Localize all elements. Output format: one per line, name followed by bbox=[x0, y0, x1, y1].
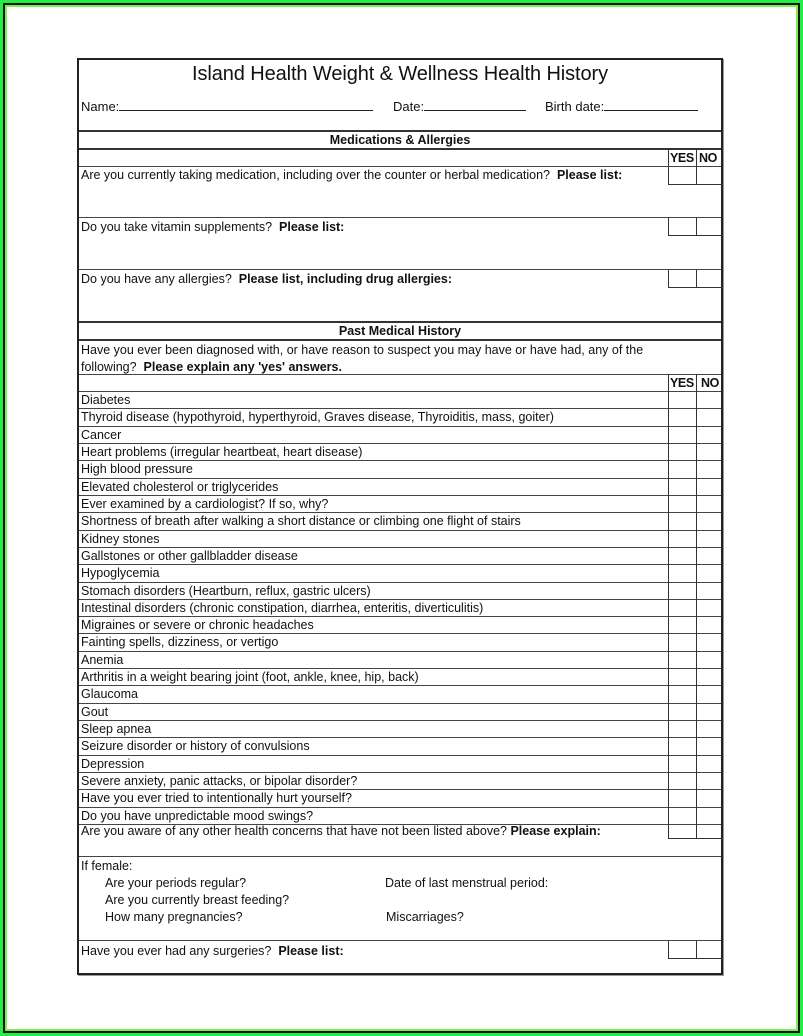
divider bbox=[79, 339, 721, 341]
surgeries-question bbox=[81, 944, 344, 958]
divider bbox=[79, 130, 721, 132]
question-instruction: Please list, including drug allergies: bbox=[238, 272, 453, 286]
condition-no-checkbox[interactable] bbox=[696, 461, 723, 477]
condition-row bbox=[79, 808, 721, 825]
condition-yes-checkbox[interactable] bbox=[668, 808, 696, 824]
allergy-yes-checkbox[interactable] bbox=[668, 270, 696, 288]
condition-yes-checkbox[interactable] bbox=[668, 704, 696, 720]
condition-yes-checkbox[interactable] bbox=[668, 617, 696, 633]
condition-yes-checkbox[interactable] bbox=[668, 686, 696, 702]
name-blank[interactable] bbox=[119, 98, 373, 111]
condition-label: Fainting spells, dizziness, or vertigo bbox=[81, 635, 279, 650]
condition-label: Sleep apnea bbox=[81, 722, 152, 737]
condition-yes-checkbox[interactable] bbox=[668, 548, 696, 564]
medications-section-title: Medications & Allergies bbox=[329, 133, 471, 147]
vitamin-yes-checkbox[interactable] bbox=[668, 218, 696, 236]
condition-row bbox=[79, 634, 721, 651]
condition-no-checkbox[interactable] bbox=[696, 808, 723, 824]
condition-no-checkbox[interactable] bbox=[696, 738, 723, 754]
condition-label: Arthritis in a weight bearing joint (foot, ankle, knee, hip, back) bbox=[81, 670, 419, 685]
medication-question bbox=[81, 168, 622, 182]
question-instruction: Please explain: bbox=[510, 824, 601, 838]
vitamin-question bbox=[81, 220, 344, 234]
vitamin-no-checkbox[interactable] bbox=[696, 218, 723, 236]
condition-yes-checkbox[interactable] bbox=[668, 738, 696, 754]
periods-regular-question: Are your periods regular? bbox=[105, 876, 247, 890]
condition-no-checkbox[interactable] bbox=[696, 548, 723, 564]
condition-no-checkbox[interactable] bbox=[696, 565, 723, 581]
condition-yes-checkbox[interactable] bbox=[668, 461, 696, 477]
condition-label: Thyroid disease (hypothyroid, hyperthyroid, Graves disease, Thyroiditis, mass, goiter) bbox=[81, 410, 554, 425]
history-intro-line1: Have you ever been diagnosed with, or have reason to suspect you may have or have had, any of the bbox=[81, 343, 644, 357]
divider bbox=[79, 374, 721, 375]
date-blank[interactable] bbox=[424, 98, 526, 111]
condition-row bbox=[79, 479, 721, 496]
condition-no-checkbox[interactable] bbox=[696, 721, 723, 737]
other-concerns-yes-checkbox[interactable] bbox=[668, 823, 696, 839]
condition-label: Gout bbox=[81, 704, 109, 719]
condition-yes-checkbox[interactable] bbox=[668, 444, 696, 460]
name-label: Name: bbox=[81, 99, 120, 114]
question-text: Are you currently taking medication, including over the counter or herbal medication? bbox=[81, 168, 551, 182]
no-header: NO bbox=[699, 151, 717, 165]
yes-header: YES bbox=[670, 151, 694, 165]
condition-no-checkbox[interactable] bbox=[696, 686, 723, 702]
question-instruction: Please list: bbox=[556, 168, 623, 182]
condition-yes-checkbox[interactable] bbox=[668, 600, 696, 616]
allergy-question bbox=[81, 272, 452, 286]
condition-label: Anemia bbox=[81, 652, 124, 667]
condition-row bbox=[79, 496, 721, 513]
condition-no-checkbox[interactable] bbox=[696, 409, 723, 425]
yes-header: YES bbox=[670, 376, 694, 390]
condition-label: High blood pressure bbox=[81, 462, 193, 477]
condition-no-checkbox[interactable] bbox=[696, 790, 723, 806]
medication-yes-checkbox[interactable] bbox=[668, 167, 696, 185]
divider bbox=[79, 148, 721, 150]
condition-no-checkbox[interactable] bbox=[696, 513, 723, 529]
condition-no-checkbox[interactable] bbox=[696, 600, 723, 616]
condition-yes-checkbox[interactable] bbox=[668, 721, 696, 737]
condition-row bbox=[79, 461, 721, 478]
other-concerns-question bbox=[81, 824, 601, 838]
question-text: Do you have any allergies? bbox=[81, 272, 232, 286]
question-instruction: Please list: bbox=[279, 220, 345, 234]
condition-label: Cancer bbox=[81, 427, 122, 442]
surgeries-no-checkbox[interactable] bbox=[696, 941, 723, 959]
name-field[interactable] bbox=[81, 98, 373, 114]
condition-yes-checkbox[interactable] bbox=[668, 583, 696, 599]
date-label: Date: bbox=[393, 99, 425, 114]
condition-yes-checkbox[interactable] bbox=[668, 479, 696, 495]
condition-row bbox=[79, 565, 721, 582]
divider bbox=[79, 269, 721, 270]
condition-row bbox=[79, 392, 721, 409]
divider bbox=[79, 321, 721, 323]
divider bbox=[79, 217, 721, 218]
condition-label: Do you have unpredictable mood swings? bbox=[81, 808, 314, 823]
form-title: Island Health Weight & Wellness Health History bbox=[192, 63, 608, 85]
condition-yes-checkbox[interactable] bbox=[668, 652, 696, 668]
condition-row bbox=[79, 790, 721, 807]
condition-row bbox=[79, 444, 721, 461]
conditions-list bbox=[79, 392, 721, 825]
condition-label: Ever examined by a cardiologist? If so, why? bbox=[81, 496, 329, 511]
condition-yes-checkbox[interactable] bbox=[668, 773, 696, 789]
condition-row bbox=[79, 721, 721, 738]
no-header: NO bbox=[701, 376, 719, 390]
divider bbox=[79, 856, 721, 857]
birth-date-field[interactable] bbox=[545, 98, 698, 114]
condition-label: Hypoglycemia bbox=[81, 566, 160, 581]
condition-row bbox=[79, 583, 721, 600]
breast-feeding-question: Are you currently breast feeding? bbox=[105, 893, 290, 907]
condition-yes-checkbox[interactable] bbox=[668, 790, 696, 806]
condition-no-checkbox[interactable] bbox=[696, 531, 723, 547]
question-text: Do you take vitamin supplements? bbox=[81, 220, 273, 234]
condition-yes-checkbox[interactable] bbox=[668, 409, 696, 425]
condition-label: Diabetes bbox=[81, 393, 131, 407]
condition-row bbox=[79, 617, 721, 634]
female-heading: If female: bbox=[81, 859, 133, 873]
condition-no-checkbox[interactable] bbox=[696, 669, 723, 685]
condition-no-checkbox[interactable] bbox=[696, 444, 723, 460]
condition-row bbox=[79, 738, 721, 755]
condition-row bbox=[79, 531, 721, 548]
condition-label: Gallstones or other gallbladder disease bbox=[81, 548, 298, 563]
condition-yes-checkbox[interactable] bbox=[668, 513, 696, 529]
birth-date-label: Birth date: bbox=[545, 99, 605, 114]
condition-no-checkbox[interactable] bbox=[696, 583, 723, 599]
condition-label: Glaucoma bbox=[81, 687, 138, 702]
condition-no-checkbox[interactable] bbox=[696, 652, 723, 668]
condition-no-checkbox[interactable] bbox=[696, 392, 723, 408]
medication-no-checkbox[interactable] bbox=[696, 167, 723, 185]
condition-no-checkbox[interactable] bbox=[696, 773, 723, 789]
condition-no-checkbox[interactable] bbox=[696, 634, 723, 650]
intro-instruction: Please explain any 'yes' answers. bbox=[143, 360, 342, 374]
condition-label: Stomach disorders (Heartburn, reflux, gastric ulcers) bbox=[81, 583, 371, 598]
condition-row bbox=[79, 548, 721, 565]
question-instruction: Please list: bbox=[278, 944, 344, 958]
condition-label: Kidney stones bbox=[81, 531, 160, 546]
birth-date-blank[interactable] bbox=[604, 98, 698, 111]
divider bbox=[79, 940, 721, 941]
condition-yes-checkbox[interactable] bbox=[668, 565, 696, 581]
yes-column-line bbox=[668, 374, 669, 838]
allergy-no-checkbox[interactable] bbox=[696, 270, 723, 288]
condition-label: Heart problems (irregular heartbeat, heart disease) bbox=[81, 444, 363, 459]
condition-label: Seizure disorder or history of convulsions bbox=[81, 739, 310, 754]
surgeries-yes-checkbox[interactable] bbox=[668, 941, 696, 959]
condition-no-checkbox[interactable] bbox=[696, 479, 723, 495]
condition-yes-checkbox[interactable] bbox=[668, 669, 696, 685]
condition-yes-checkbox[interactable] bbox=[668, 634, 696, 650]
condition-label: Elevated cholesterol or triglycerides bbox=[81, 479, 279, 494]
condition-row bbox=[79, 409, 721, 426]
history-section-title: Past Medical History bbox=[338, 324, 462, 338]
condition-yes-checkbox[interactable] bbox=[668, 392, 696, 408]
condition-yes-checkbox[interactable] bbox=[668, 756, 696, 772]
question-text: Are you aware of any other health concerns that have not been listed above? bbox=[81, 824, 507, 838]
condition-no-checkbox[interactable] bbox=[696, 617, 723, 633]
condition-label: Depression bbox=[81, 756, 145, 771]
condition-yes-checkbox[interactable] bbox=[668, 427, 696, 443]
intro-text: following? bbox=[81, 360, 137, 374]
other-concerns-no-checkbox[interactable] bbox=[696, 823, 723, 839]
condition-row bbox=[79, 669, 721, 686]
no-column-line bbox=[696, 374, 697, 838]
history-intro-line2 bbox=[81, 360, 342, 374]
condition-yes-checkbox[interactable] bbox=[668, 531, 696, 547]
divider bbox=[79, 166, 721, 167]
condition-label: Migraines or severe or chronic headaches bbox=[81, 618, 314, 633]
health-history-form bbox=[77, 58, 723, 975]
question-text: Have you ever had any surgeries? bbox=[81, 944, 272, 958]
condition-row bbox=[79, 600, 721, 617]
pregnancies-question: How many pregnancies? bbox=[105, 910, 243, 924]
condition-no-checkbox[interactable] bbox=[696, 427, 723, 443]
date-field[interactable] bbox=[393, 98, 526, 114]
condition-no-checkbox[interactable] bbox=[696, 704, 723, 720]
condition-row bbox=[79, 652, 721, 669]
last-period-question: Date of last menstrual period: bbox=[385, 876, 549, 890]
condition-row bbox=[79, 686, 721, 703]
condition-no-checkbox[interactable] bbox=[696, 496, 723, 512]
condition-row bbox=[79, 513, 721, 530]
condition-no-checkbox[interactable] bbox=[696, 756, 723, 772]
condition-label: Severe anxiety, panic attacks, or bipolar disorder? bbox=[81, 774, 358, 789]
condition-row bbox=[79, 756, 721, 773]
condition-row bbox=[79, 427, 721, 444]
condition-label: Intestinal disorders (chronic constipation, diarrhea, enteritis, diverticulitis) bbox=[81, 600, 484, 615]
miscarriages-question: Miscarriages? bbox=[386, 910, 464, 924]
condition-yes-checkbox[interactable] bbox=[668, 496, 696, 512]
condition-row bbox=[79, 704, 721, 721]
condition-label: Have you ever tried to intentionally hurt yourself? bbox=[81, 791, 352, 806]
condition-label: Shortness of breath after walking a short distance or climbing one flight of stairs bbox=[81, 514, 521, 529]
condition-row bbox=[79, 773, 721, 790]
